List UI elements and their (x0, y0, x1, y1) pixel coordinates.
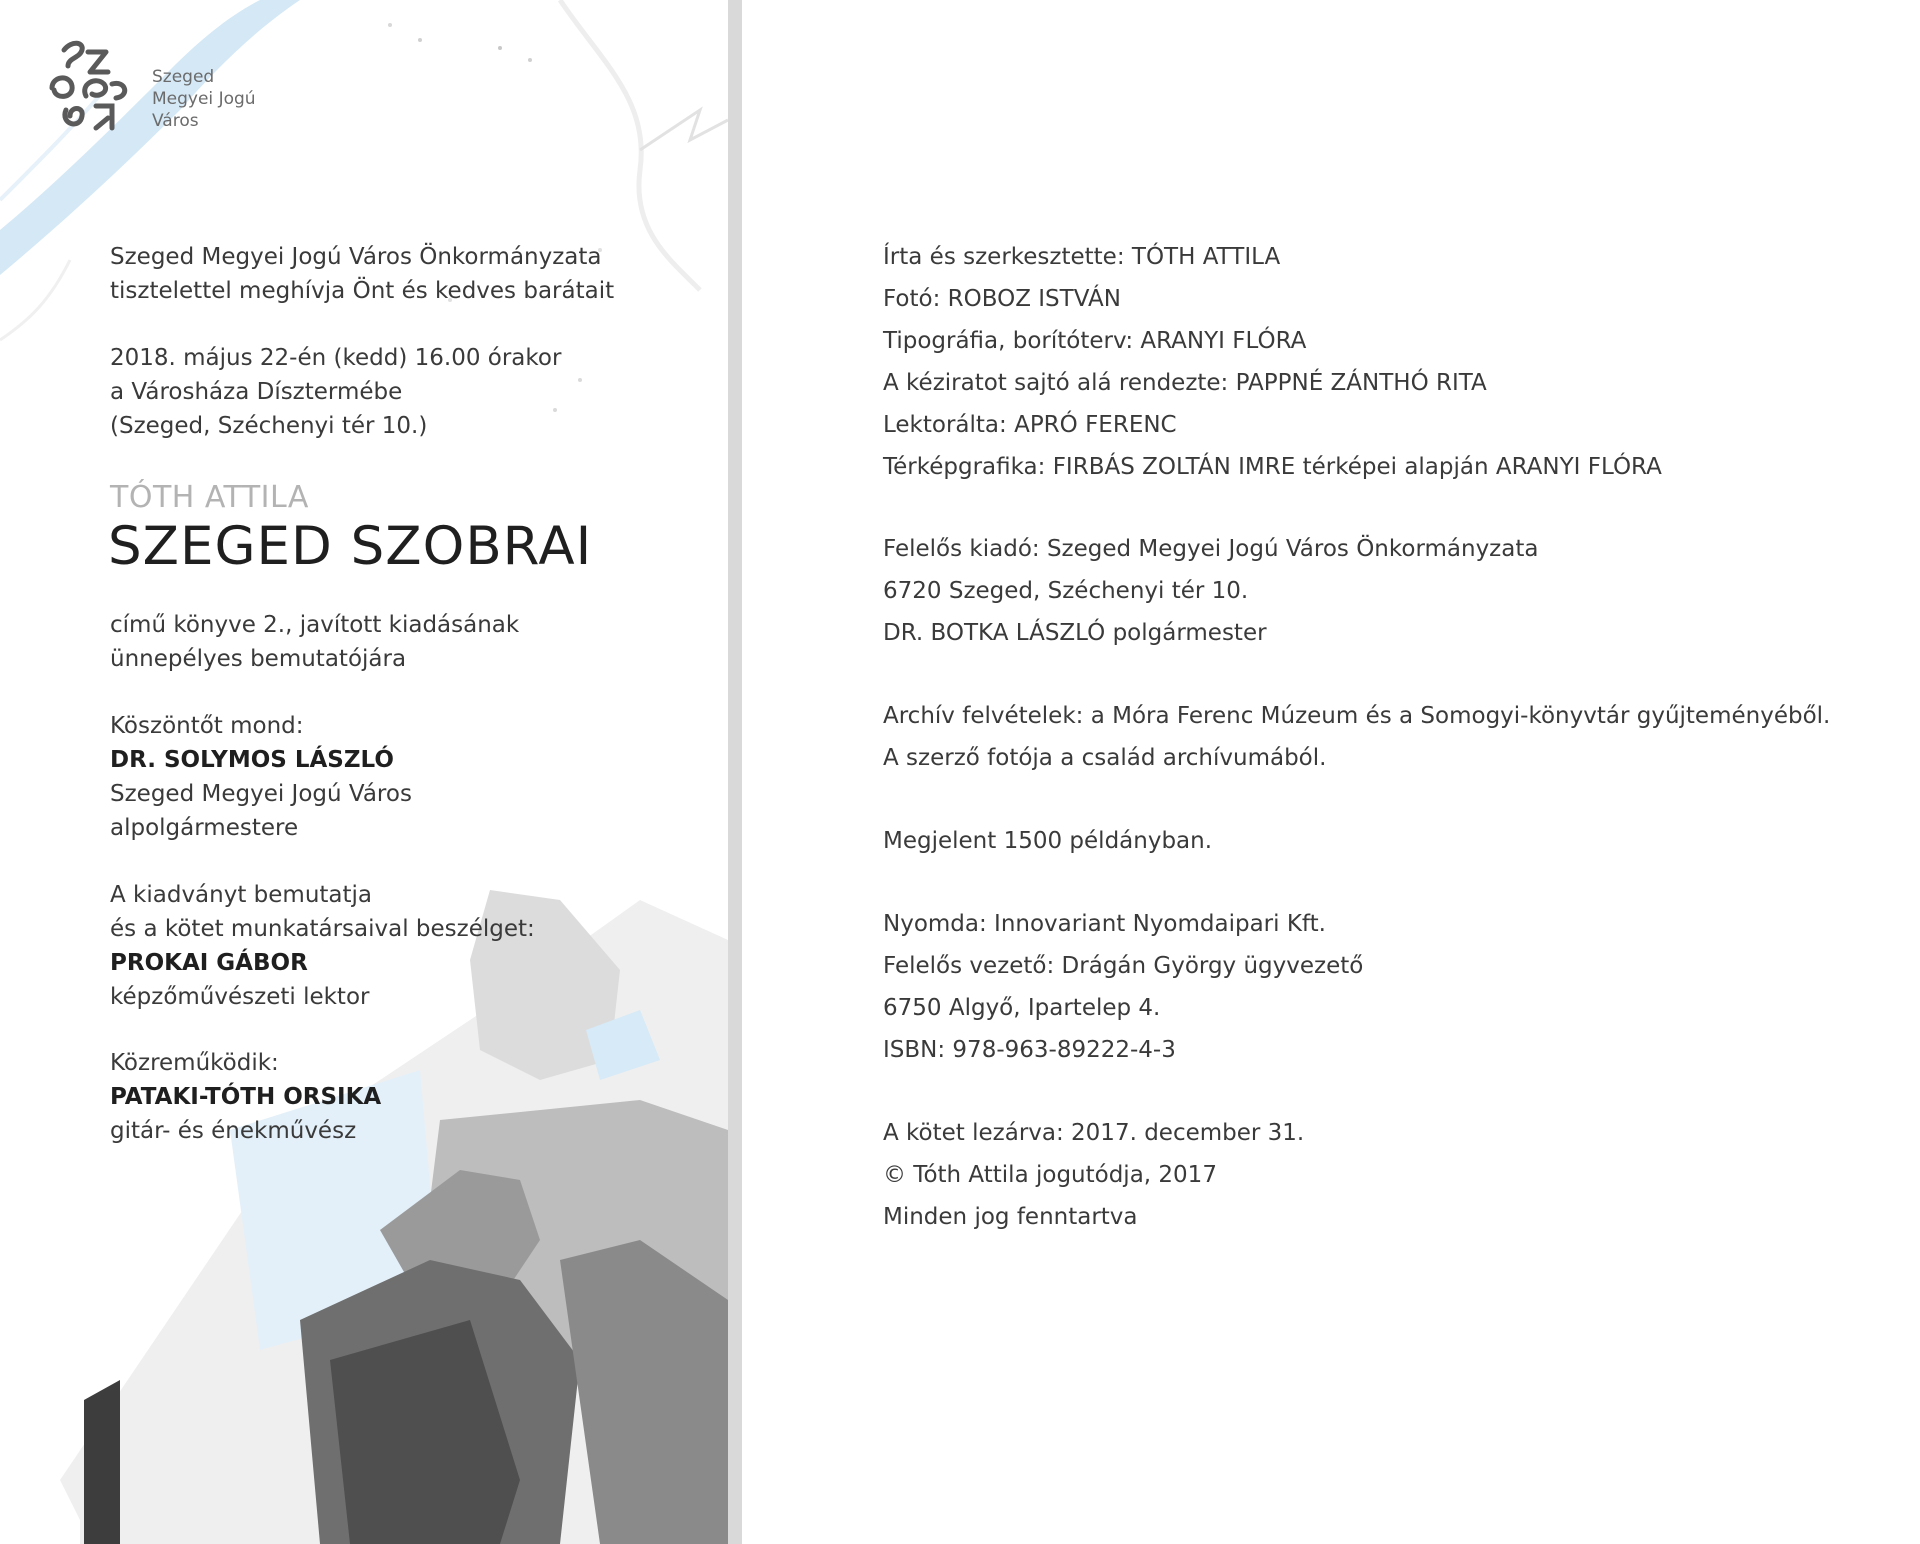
logo-wordmark (152, 66, 256, 132)
logo-line: Város (152, 111, 199, 131)
host-line: Szeged Megyei Jogú Város Önkormányzata (110, 244, 602, 270)
printer-credits (883, 903, 1363, 1071)
subtitle-line: ünnepélyes bemutatójára (110, 646, 407, 672)
subtitle-line: című könyve 2., javított kiadásának (110, 612, 520, 638)
performer-block (110, 1046, 381, 1148)
page-divider (728, 0, 742, 1544)
date-line: 2018. május 22-én (kedd) 16.00 órakor (110, 345, 562, 371)
venue-line: a Városháza Dísztermébe (110, 379, 403, 405)
credit-line: A szerző fotója a család archívumából. (883, 745, 1327, 771)
book-author: TÓTH ATTILA (110, 480, 309, 515)
credit-line: A kéziratot sajtó alá rendezte: PAPPNÉ ZÁNTHÓ RITA (883, 370, 1487, 396)
isbn-line: ISBN: 978-963-89222-4-3 (883, 1037, 1176, 1063)
edition-note (883, 820, 1212, 862)
credit-line: Fotó: ROBOZ ISTVÁN (883, 286, 1121, 312)
host-block (110, 240, 614, 308)
greeting-role: alpolgármestere (110, 815, 299, 841)
presenter-role: képzőművészeti lektor (110, 984, 370, 1010)
performer-label: Közreműködik: (110, 1050, 279, 1076)
performer-role: gitár- és énekművész (110, 1118, 357, 1144)
logo-line: Megyei Jogú (152, 89, 256, 109)
copyright-line: © Tóth Attila jogutódja, 2017 (883, 1162, 1217, 1188)
presenter-label: és a kötet munkatársaival beszélget: (110, 916, 535, 942)
credit-line: A kötet lezárva: 2017. december 31. (883, 1120, 1305, 1146)
credit-line: Minden jog fenntartva (883, 1204, 1138, 1230)
authorship-credits (883, 236, 1662, 488)
credit-line: Nyomda: Innovariant Nyomdaipari Kft. (883, 911, 1326, 937)
colophon-panel (742, 0, 1920, 1544)
credit-line: Lektorálta: APRÓ FERENC (883, 412, 1177, 438)
greeting-name: DR. SOLYMOS LÁSZLÓ (110, 747, 394, 773)
szeged-logo-icon (46, 36, 136, 136)
closing-credits (883, 1112, 1304, 1238)
publisher-credits (883, 528, 1538, 654)
date-block (110, 341, 561, 443)
book-title: SZEGED SZOBRAI (108, 516, 593, 577)
credit-line: Tipográfia, borítóterv: ARANYI FLÓRA (883, 328, 1307, 354)
credit-line: 6720 Szeged, Széchenyi tér 10. (883, 578, 1249, 604)
greeting-label: Köszöntőt mond: (110, 713, 304, 739)
invitation-panel (0, 0, 728, 1544)
credit-line: DR. BOTKA LÁSZLÓ polgármester (883, 620, 1267, 646)
performer-name: PATAKI-TÓTH ORSIKA (110, 1084, 382, 1110)
credit-line: Archív felvételek: a Móra Ferenc Múzeum és a Somogyi-könyvtár gyűjteményéből. (883, 703, 1831, 729)
logo-line: Szeged (152, 67, 215, 87)
credit-line: Írta és szerkesztette: TÓTH ATTILA (883, 244, 1281, 270)
address-line: (Szeged, Széchenyi tér 10.) (110, 413, 428, 439)
subtitle-block (110, 608, 519, 676)
credit-line: Megjelent 1500 példányban. (883, 828, 1213, 854)
credit-line: Felelős vezető: Drágán György ügyvezető (883, 953, 1364, 979)
credit-line: Felelős kiadó: Szeged Megyei Jogú Város Önkormányzata (883, 536, 1539, 562)
presenter-label: A kiadványt bemutatja (110, 882, 373, 908)
host-line: tisztelettel meghívja Önt és kedves barátait (110, 278, 615, 304)
presenter-block (110, 878, 535, 1014)
archive-credits (883, 695, 1830, 779)
greeting-block (110, 709, 412, 845)
credit-line: 6750 Algyő, Ipartelep 4. (883, 995, 1161, 1021)
greeting-role: Szeged Megyei Jogú Város (110, 781, 412, 807)
city-logo (46, 36, 276, 136)
credit-line: Térképgrafika: FIRBÁS ZOLTÁN IMRE térképei alapján ARANYI FLÓRA (883, 454, 1662, 480)
presenter-name: PROKAI GÁBOR (110, 950, 308, 976)
